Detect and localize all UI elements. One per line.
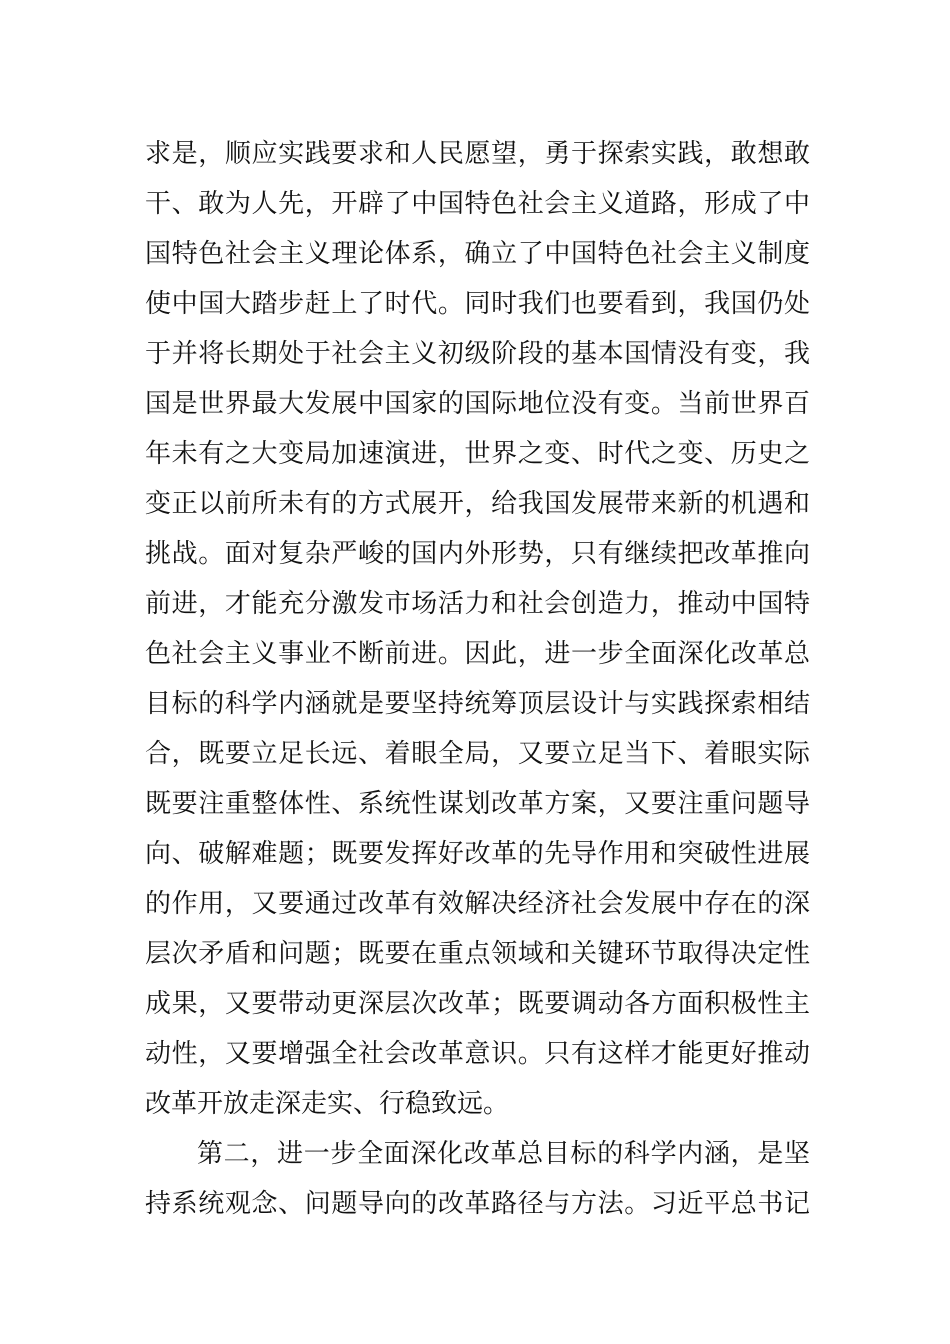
text-line: 色社会主义事业不断前进。因此，进一步全面深化改革总: [145, 639, 810, 669]
text-line: 前进，才能充分激发市场活力和社会创造力，推动中国特: [145, 589, 810, 619]
text-line: 使中国大踏步赶上了时代。同时我们也要看到，我国仍处: [145, 289, 810, 319]
text-line: 层次矛盾和问题；既要在重点领域和关键环节取得决定性: [145, 939, 810, 969]
text-line: 干、敢为人先，开辟了中国特色社会主义道路，形成了中: [145, 189, 810, 219]
paragraph-start-line: 第二，进一步全面深化改革总目标的科学内涵，是坚: [197, 1139, 810, 1169]
text-line: 变正以前所未有的方式展开，给我国发展带来新的机遇和: [145, 489, 810, 519]
text-line: 向、破解难题；既要发挥好改革的先导作用和突破性进展: [145, 839, 810, 869]
text-line: 动性，又要增强全社会改革意识。只有这样才能更好推动: [145, 1039, 810, 1069]
text-line: 国特色社会主义理论体系，确立了中国特色社会主义制度: [145, 239, 810, 269]
text-line: 的作用，又要通过改革有效解决经济社会发展中存在的深: [145, 889, 810, 919]
text-line: 年未有之大变局加速演进，世界之变、时代之变、历史之: [145, 439, 810, 469]
text-line: 求是，顺应实践要求和人民愿望，勇于探索实践，敢想敢: [145, 139, 810, 169]
paragraph-end-line: 改革开放走深走实、行稳致远。: [145, 1089, 510, 1119]
text-line: 持系统观念、问题导向的改革路径与方法。习近平总书记: [145, 1189, 810, 1219]
text-line: 合，既要立足长远、着眼全局，又要立足当下、着眼实际: [145, 739, 810, 769]
text-line: 挑战。面对复杂严峻的国内外形势，只有继续把改革推向: [145, 539, 810, 569]
text-line: 成果，又要带动更深层次改革；既要调动各方面积极性主: [145, 989, 810, 1019]
text-line: 国是世界最大发展中国家的国际地位没有变。当前世界百: [145, 389, 810, 419]
text-line: 既要注重整体性、系统性谋划改革方案，又要注重问题导: [145, 789, 810, 819]
body-text: [145, 129, 810, 1229]
text-line: 于并将长期处于社会主义初级阶段的基本国情没有变，我: [145, 339, 810, 369]
text-line: 目标的科学内涵就是要坚持统筹顶层设计与实践探索相结: [145, 689, 810, 719]
